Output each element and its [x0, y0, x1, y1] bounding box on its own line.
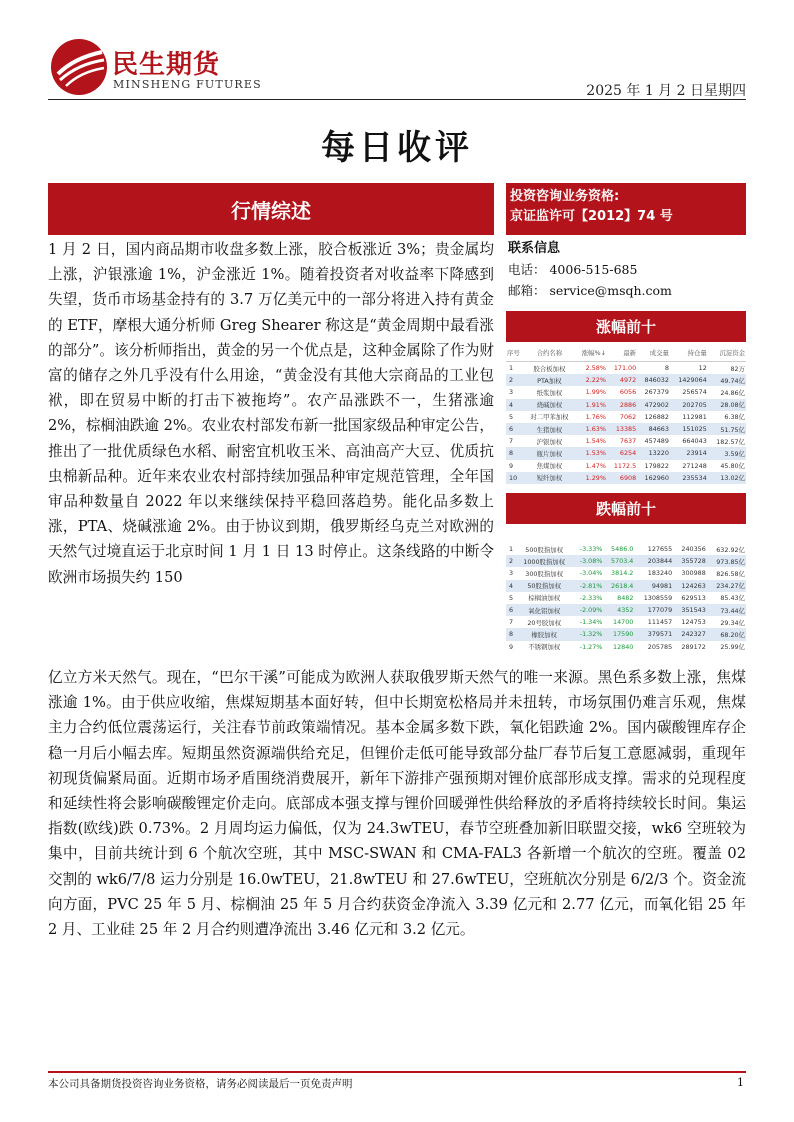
table-cell: 9	[509, 461, 514, 470]
losers-table	[506, 543, 746, 653]
table-cell: 棕榈油加权	[528, 594, 561, 603]
table-row	[506, 555, 746, 567]
table-cell: -2.81%	[572, 580, 603, 592]
table-cell: 2	[506, 374, 524, 386]
contact-heading: 联系信息	[508, 241, 561, 256]
table-cell: 6254	[607, 447, 637, 459]
table-cell: 14700	[613, 618, 634, 627]
table-cell: 6908	[607, 472, 637, 484]
table-header-cell: 涨幅%↓	[574, 343, 607, 362]
license-line1: 投资咨询业务资格:	[510, 189, 620, 204]
table-cell: 472902	[637, 399, 670, 411]
gainers-title: 涨幅前十	[595, 318, 656, 336]
table-cell: 664043	[682, 437, 707, 446]
table-cell: 182.57亿	[716, 437, 745, 446]
minsheng-logo-icon	[50, 38, 108, 96]
table-cell: 4	[506, 399, 524, 411]
table-cell: 1.76%	[585, 412, 606, 421]
table-cell: 271248	[682, 461, 707, 470]
table-cell: 6.38亿	[724, 413, 745, 422]
table-cell: -1.32%	[572, 628, 603, 640]
table-cell: 12	[698, 364, 707, 373]
table-cell: 203844	[634, 555, 673, 567]
table-row	[506, 592, 746, 604]
table-cell: 10	[506, 472, 524, 484]
table-cell: 1	[509, 364, 514, 373]
table-cell: 2	[506, 555, 516, 567]
table-cell: 烧碱加权	[524, 399, 574, 411]
table-row	[506, 580, 746, 592]
table-cell: 629513	[681, 593, 706, 602]
table-header-cell: 序号	[506, 343, 524, 362]
body-paragraph-wide: 亿立方米天然气。现在，“巴尔干溪”可能成为欧洲人获取俄罗斯天然气的唯一来源。黑色系多数上涨，焦煤涨逾 1%。由于供应收缩，焦煤短期基本面好转，但中长期宽松格局并未扭转，市场氛围仍难言乐观，焦煤主力合约低位震荡运行，关注春节前政策端情况。基本金属多数下跌，氧化铝跌逾 2%。国内碳酸锂库存企稳一月后小幅去库。短期虽然资源端供给充足，但锂价走低可能导致部分盐厂春节后复工意愿减弱，重现年初现货偏紧局面。近期市场矛盾围绕消费展开，新年下游排产强预期对锂价底部形成支撑。需求的兑现程度和延续性将会影响碳酸锂定价走向。底部成本强支撑与锂价回暖弹性供给释放的矛盾将持续较长时间。集运指数(欧线)跌 0.73%。2 月周均运力偏低，仅为 24.3wTEU，春节空班叠加新旧联盟交接，wk6 空班较为集中，目前共统计到 6 个航次空班，其中 MSC-SWAN 和 CMA-FAL3 各新增一个航次的空班。覆盖 02 交割的 wk6/7/8 运力分别是 16.0wTEU，21.8wTEU 和 27.6wTEU，空班航次分别是 6/2/3 个。资金流向方面，PVC 25 年 5 月、棕榈油 25 年 5 月合约获资金净流入 3.39 亿元和 2.77 亿元，而氧化铝 25 年 2 月、工业硅 25 年 2 月合约则遭净流出 3.46 亿元和 3.2 亿元。	[48, 669, 746, 939]
table-header-cell: 最新	[607, 343, 637, 362]
table-cell: 13385	[607, 423, 637, 435]
table-cell: 4	[506, 580, 516, 592]
table-cell: 68.20亿	[707, 628, 746, 640]
table-cell: 1.53%	[574, 447, 607, 459]
table-row	[506, 472, 746, 484]
table-cell: 7062	[619, 412, 637, 421]
table-cell: -1.34%	[579, 618, 603, 627]
license-line2: 京证监许可【2012】74 号	[510, 209, 673, 224]
table-cell: 13220	[637, 447, 670, 459]
losers-banner	[506, 493, 746, 524]
table-cell: 1.29%	[574, 472, 607, 484]
table-cell: 82万	[730, 364, 745, 373]
table-cell: 6	[506, 423, 524, 435]
table-cell: 1000股指加权	[516, 555, 572, 567]
company-name-en: MINSHENG FUTURES	[113, 78, 262, 91]
table-cell: 5486.0	[611, 545, 634, 554]
table-cell: 13.02亿	[708, 472, 746, 484]
table-row	[506, 447, 746, 459]
table-cell: -3.04%	[579, 569, 603, 578]
table-cell: 橡胶加权	[516, 628, 572, 640]
table-cell: 240356	[681, 545, 706, 554]
table-cell: 3.59亿	[708, 447, 746, 459]
table-cell: 162960	[637, 472, 670, 484]
table-cell: 4972	[607, 374, 637, 386]
license-box	[506, 183, 746, 235]
table-cell: 112981	[682, 412, 707, 421]
section-title: 行情综述	[231, 198, 311, 223]
table-cell: 8	[506, 447, 524, 459]
table-cell: 5	[509, 593, 514, 602]
table-cell: 1308559	[643, 593, 673, 602]
table-cell: 对二甲苯加权	[530, 413, 569, 422]
table-cell: 51.75亿	[708, 423, 746, 435]
losers-title: 跌幅前十	[595, 500, 656, 518]
gainers-table	[506, 343, 746, 484]
table-cell: 973.85亿	[707, 555, 746, 567]
table-cell: 457489	[644, 437, 669, 446]
table-cell: 127655	[647, 545, 673, 554]
table-cell: 124753	[681, 618, 706, 627]
table-cell: 短纤加权	[524, 472, 574, 484]
gainers-banner	[506, 311, 746, 342]
table-row	[506, 567, 746, 579]
table-cell: 纸浆加权	[536, 388, 563, 397]
table-cell: 124263	[673, 580, 707, 592]
table-cell: 28.08亿	[708, 399, 746, 411]
table-row	[506, 616, 746, 628]
table-cell: 84663	[637, 423, 670, 435]
table-cell: 6	[506, 604, 516, 616]
table-cell: 25.99亿	[720, 643, 745, 652]
table-cell: 151025	[670, 423, 708, 435]
table-cell: 1.91%	[574, 399, 607, 411]
table-cell: 17590	[603, 628, 634, 640]
header-divider	[48, 99, 746, 100]
table-cell: 202705	[670, 399, 708, 411]
table-header-cell: 合约名称	[524, 343, 574, 362]
table-cell: 生猪加权	[524, 423, 574, 435]
table-cell: 2886	[607, 399, 637, 411]
table-cell: 49.74亿	[708, 374, 746, 386]
table-row	[506, 604, 746, 616]
table-row	[506, 628, 746, 640]
table-row	[506, 641, 746, 653]
table-cell: 20号胶加权	[527, 618, 562, 627]
company-name-cn: 民生期货	[112, 50, 221, 80]
report-date: 2025 年 1 月 2 日星期四	[586, 83, 746, 99]
table-cell: 24.86亿	[720, 388, 745, 397]
table-row	[506, 435, 746, 447]
table-cell: 氧化铝加权	[516, 604, 572, 616]
table-cell: 8482	[617, 593, 634, 602]
table-cell: 2618.4	[603, 580, 634, 592]
contact-phone: 电话： 4006-515-685	[508, 262, 638, 277]
table-header-cell: 成交量	[637, 343, 670, 362]
table-cell: 500股指加权	[525, 545, 564, 554]
table-cell: 7	[509, 618, 514, 627]
table-cell: 267379	[644, 388, 669, 397]
table-cell: 826.58亿	[716, 569, 745, 578]
table-cell: 235534	[670, 472, 708, 484]
table-cell: 1.47%	[585, 461, 606, 470]
table-cell: 5703.4	[603, 555, 634, 567]
table-cell: 126882	[644, 412, 669, 421]
contact-email: 邮箱： service@msqh.com	[508, 283, 672, 298]
footer-disclaimer: 本公司具备期货投资咨询业务资格，请务必阅读最后一页免责声明	[48, 1078, 353, 1090]
table-cell: PTA加权	[524, 374, 574, 386]
table-cell: 23914	[670, 447, 708, 459]
table-cell: 300988	[681, 569, 706, 578]
table-cell: 12840	[613, 642, 634, 651]
table-cell: 632.92亿	[716, 545, 745, 554]
contact-info	[508, 238, 748, 301]
table-header-cell: 持仓量	[670, 343, 708, 362]
table-cell: 73.44亿	[707, 604, 746, 616]
table-cell: 7	[509, 437, 514, 446]
table-row	[506, 423, 746, 435]
table-row	[506, 460, 746, 472]
table-cell: 9	[509, 642, 514, 651]
table-cell: 379571	[634, 628, 673, 640]
table-cell: 1172.5	[613, 461, 637, 470]
table-cell: 1.99%	[585, 388, 606, 397]
table-row	[506, 374, 746, 386]
table-cell: 焦煤加权	[536, 462, 563, 471]
table-cell: 171.00	[613, 364, 637, 373]
table-row	[506, 386, 746, 398]
table-row	[506, 543, 746, 555]
table-cell: 6056	[619, 388, 637, 397]
table-cell: 7637	[619, 437, 637, 446]
table-cell: 234.27亿	[707, 580, 746, 592]
table-cell: 1.63%	[574, 423, 607, 435]
table-cell: 300股指加权	[525, 569, 564, 578]
company-logo	[50, 38, 262, 98]
table-cell: 179822	[644, 461, 669, 470]
table-cell: 1	[509, 545, 514, 554]
table-cell: 胶合板加权	[533, 364, 566, 373]
table-cell: 3814.2	[611, 569, 634, 578]
table-cell: 5	[509, 412, 514, 421]
table-cell: 1429064	[670, 374, 708, 386]
footer-divider	[48, 1071, 746, 1073]
table-cell: -3.33%	[579, 545, 603, 554]
body-paragraph-narrow: 1 月 2 日，国内商品期市收盘多数上涨，胶合板涨近 3%；贵金属均上涨，沪银涨逾 1%，沪金涨近 1%。随着投资者对收益率下降感到失望，货币市场基金持有的 3.7 万亿美元中的一部分将进入持有黄金的 ETF，摩根大通分析师 Greg Shearer 称这是“黄金周期中最看涨的部分”。该分析师指出，黄金的另一个优点是，这种金属除了作为财富的储存之外几乎没有什么用途，“黄金没有其他大宗商品的工业包袱，即在贸易中断的打击下被拖垮”。农产品涨跌不一，生猪涨逾 2%，棕榈油跌逾 2%。农业农村部发布新一批国家级品种审定公告，推出了一批优质绿色水稻、耐密宜机收玉米、高油高产大豆、优质抗虫棉新品种。近年来农业农村部持续加强品种审定规范管理，全年国审品种数量自 2022 年以来继续保持平稳回落趋势。能化品多数上涨，PTA、烧碱涨逾 2%。由于协议到期，俄罗斯经乌克兰对欧洲的天然气过境直运于北京时间 1 月 1 日 13 时停止。这条线路的中断令欧洲市场损失约 150	[48, 241, 494, 586]
table-cell: 45.80亿	[720, 462, 745, 471]
table-header-row	[506, 343, 746, 362]
table-cell: -1.27%	[579, 642, 603, 651]
table-cell: 183240	[647, 569, 673, 578]
table-cell: 50股指加权	[516, 580, 572, 592]
table-cell: 3	[509, 569, 514, 578]
table-cell: 8	[506, 628, 516, 640]
table-cell: 4352	[603, 604, 634, 616]
table-cell: -2.33%	[579, 593, 603, 602]
table-cell: 205785	[647, 642, 673, 651]
table-cell: 355728	[673, 555, 707, 567]
table-cell: 351543	[673, 604, 707, 616]
table-cell: 94981	[634, 580, 673, 592]
page-title: 每日收评	[321, 128, 473, 168]
table-cell: 8	[664, 364, 669, 373]
table-header-cell: 沉淀资金	[708, 343, 746, 362]
table-cell: 177079	[634, 604, 673, 616]
table-cell: 256574	[682, 388, 707, 397]
table-cell: 3	[509, 388, 514, 397]
table-row	[506, 362, 746, 375]
section-banner	[48, 183, 494, 235]
table-cell: 瓶片加权	[524, 447, 574, 459]
table-cell: 289172	[681, 642, 706, 651]
table-cell: 242327	[673, 628, 707, 640]
table-cell: 2.22%	[574, 374, 607, 386]
table-cell: -3.08%	[572, 555, 603, 567]
page-number: 1	[737, 1076, 744, 1089]
table-row	[506, 411, 746, 423]
table-row	[506, 399, 746, 411]
table-cell: 29.34亿	[720, 618, 745, 627]
table-cell: 不锈钢加权	[528, 643, 561, 652]
table-cell: 沪银加权	[536, 437, 563, 446]
table-cell: 846032	[637, 374, 670, 386]
table-cell: -2.09%	[572, 604, 603, 616]
table-cell: 2.58%	[585, 364, 606, 373]
table-cell: 85.43亿	[720, 594, 745, 603]
table-cell: 1.54%	[585, 437, 606, 446]
table-cell: 111457	[647, 618, 673, 627]
